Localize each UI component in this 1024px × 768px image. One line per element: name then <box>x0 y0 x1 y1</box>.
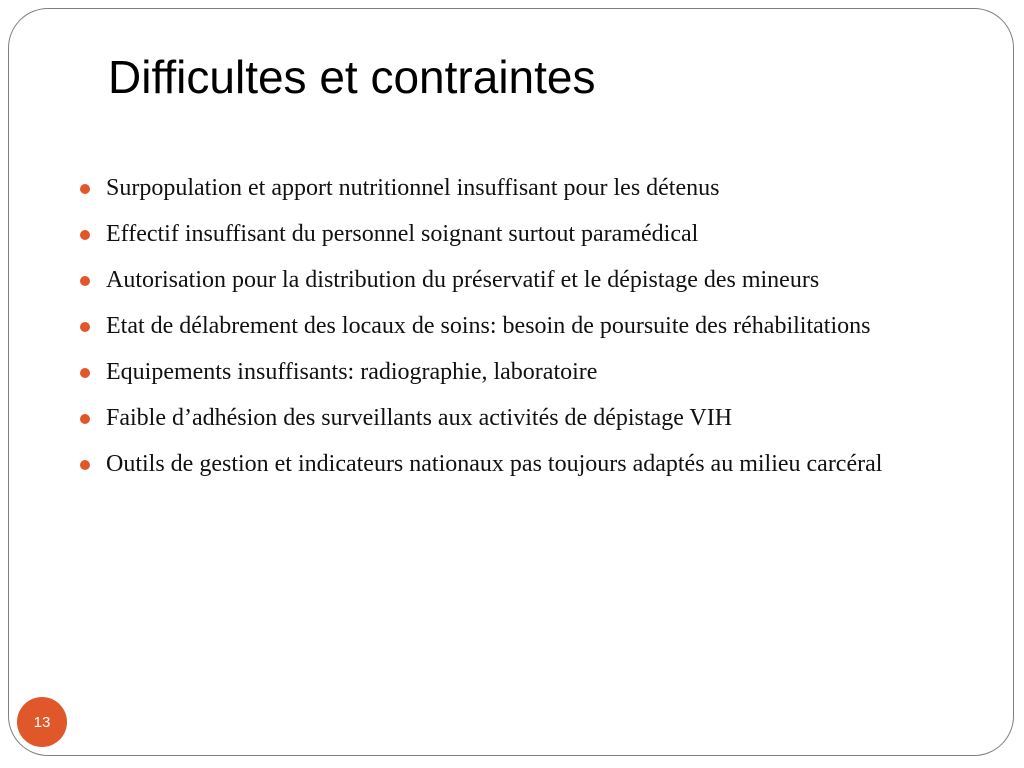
page-number-badge <box>17 697 67 747</box>
bullet-icon <box>80 184 90 194</box>
bullet-icon <box>80 230 90 240</box>
bullet-text: Equipements insuffisants: radiographie, laboratoire <box>106 359 598 385</box>
bullet-icon <box>80 322 90 332</box>
bullet-icon <box>80 414 90 424</box>
slide-title: Difficultes et contraintes <box>108 51 596 103</box>
bullet-item <box>80 354 980 391</box>
bullet-text: Outils de gestion et indicateurs nationaux pas toujours adaptés au milieu carcéral <box>106 451 883 477</box>
bullet-item <box>80 170 980 207</box>
bullet-icon <box>80 460 90 470</box>
bullet-item <box>80 216 980 253</box>
bullet-item <box>80 446 980 483</box>
bullet-text: Effectif insuffisant du personnel soignant surtout paramédical <box>106 221 699 247</box>
bullet-item <box>80 308 980 345</box>
bullet-text: Surpopulation et apport nutritionnel insuffisant pour les détenus <box>106 175 720 201</box>
bullet-text: Faible d’adhésion des surveillants aux activités de dépistage VIH <box>106 405 733 431</box>
bullet-item <box>80 400 980 437</box>
bullet-icon <box>80 276 90 286</box>
bullet-text: Etat de délabrement des locaux de soins: besoin de poursuite des réhabilitations <box>106 313 871 339</box>
bullet-text: Autorisation pour la distribution du préservatif et le dépistage des mineurs <box>106 267 820 293</box>
bullet-list <box>80 170 980 492</box>
bullet-icon <box>80 368 90 378</box>
bullet-item <box>80 262 980 299</box>
page-number: 13 <box>33 713 51 731</box>
